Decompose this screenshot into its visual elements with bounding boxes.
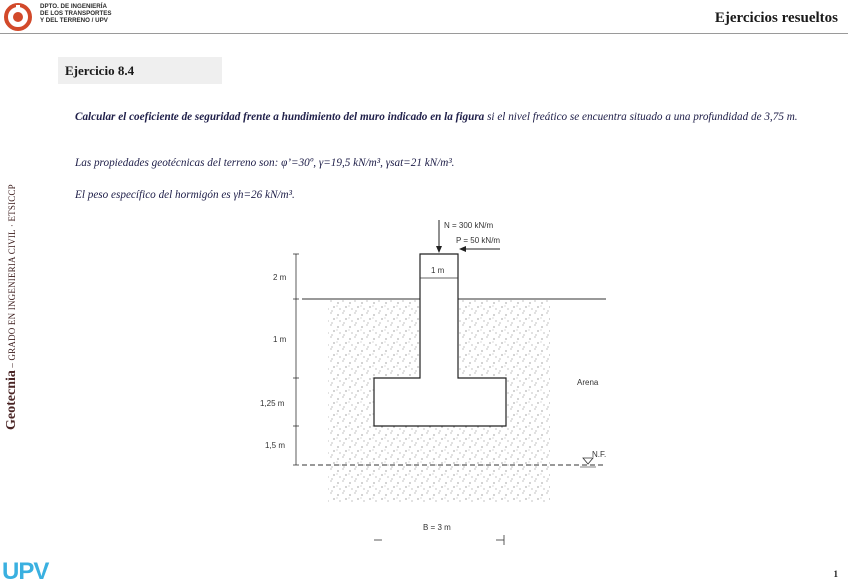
dept-line-3: Y DEL TERRENO / UPV (40, 17, 108, 24)
dimension-2m: 2 m (273, 273, 287, 282)
dimension-1m: 1 m (273, 335, 287, 344)
dept-line-1: DPTO. DE INGENIERÍA (40, 3, 107, 10)
dimension-1-25m: 1,25 m (260, 399, 285, 408)
stem-width-label: 1 m (431, 266, 445, 275)
header-title: Ejercicios resueltos (714, 10, 838, 26)
vertical-load-arrowhead (436, 246, 442, 253)
upv-logo: UPV (2, 558, 49, 585)
dept-line-2: DE LOS TRANSPORTES (40, 10, 112, 17)
soil-label: Arena (577, 378, 599, 387)
horizontal-load-arrowhead (459, 246, 466, 252)
concrete-weight: El peso específico del hormigón es γh=26 kN/m³. (75, 189, 295, 201)
statement-bold: Calcular el coeficiente de seguridad frente a hundimiento del muro indicado en la figura (75, 111, 485, 123)
water-table-label: N.F. (592, 450, 607, 459)
vertical-load-label: N = 300 kN/m (444, 221, 494, 230)
statement-rest: si el nivel freático se encuentra situado a una profundidad de 3,75 m. (484, 111, 798, 123)
horizontal-load-label: P = 50 kN/m (456, 236, 501, 245)
dimension-1-5m: 1,5 m (265, 441, 286, 450)
base-width-label: B = 3 m (423, 523, 451, 532)
page-number: 1 (833, 569, 838, 579)
course-name: Geotecnia (4, 370, 19, 430)
course-subtitle: – GRADO EN INGENIERIA CIVIL · ETSICCP (7, 184, 17, 371)
exercise-title: Ejercicio 8.4 (65, 63, 135, 78)
soil-properties: Las propiedades geotécnicas del terreno son: φ’=30º, γ=19,5 kN/m³, γsat=21 kN/m³. (75, 157, 455, 169)
